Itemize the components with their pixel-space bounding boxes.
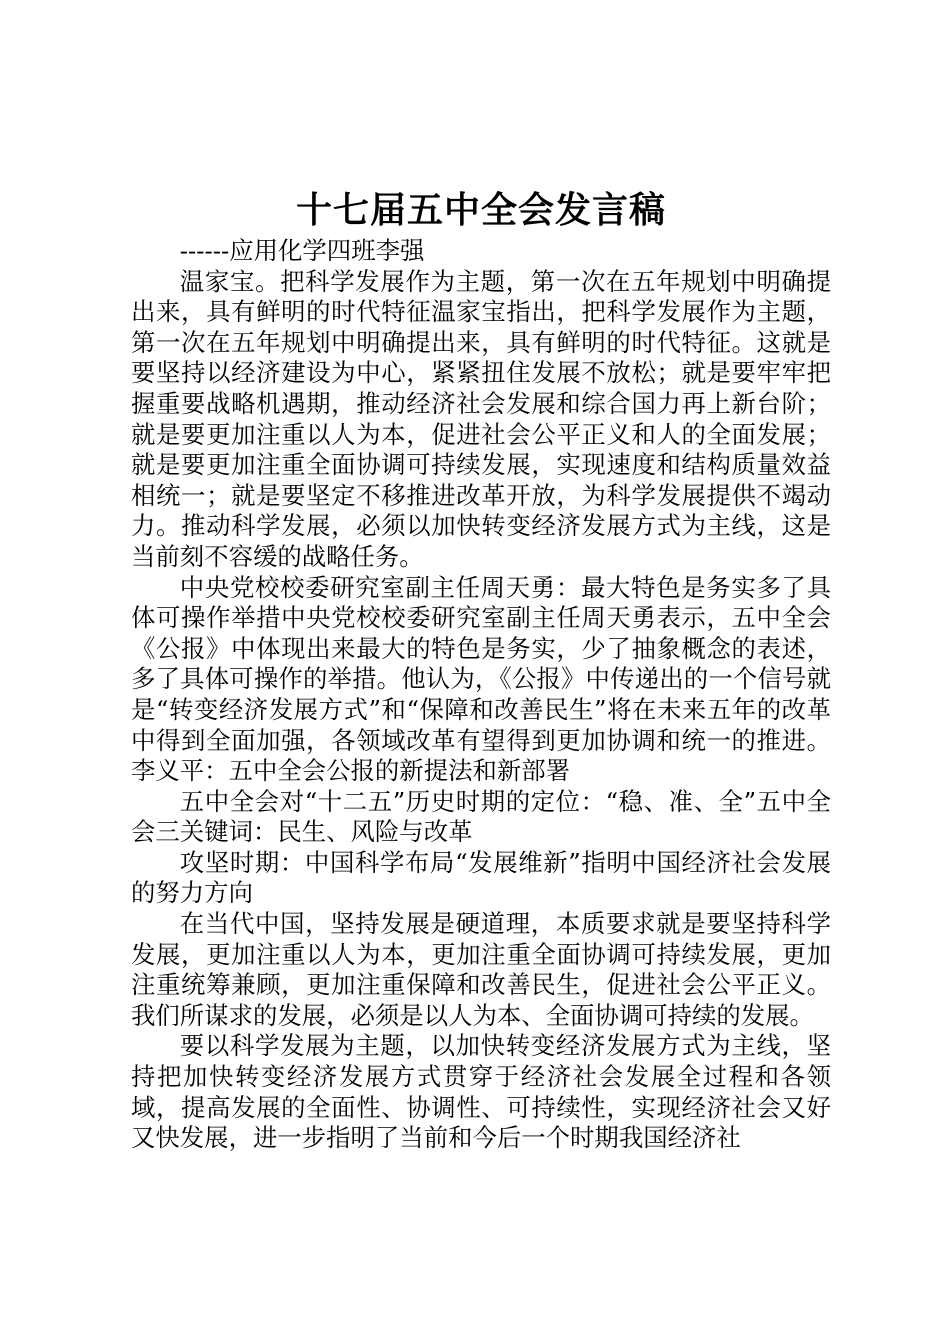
- document-body: [131, 236, 831, 1154]
- author-byline: ------应用化学四班李强: [179, 236, 425, 265]
- paragraph-6: 要以科学发展为主题，以加快转变经济发展方式为主线，坚持把加快转变经济发展方式贯穿于经济社会发展全过程和各领域，提高发展的全面性、协调性、可持续性，实现经济社会又好又快发展，进一步指明了当前和今后一个时期我国经济社: [131, 1031, 831, 1153]
- paragraph-1: 温家宝。把科学发展作为主题，第一次在五年规划中明确提出来，具有鲜明的时代特征温家宝指出，把科学发展作为主题，第一次在五年规划中明确提出来，具有鲜明的时代特征。这就是要坚持以经济建设为中心，紧紧扭住发展不放松；就是要牢牢把握重要战略机遇期，推动经济社会发展和综合国力再上新台阶；就是要更加注重以人为本，促进社会公平正义和人的全面发展；就是要更加注重全面协调可持续发展，实现速度和结构质量效益相统一；就是要坚定不移推进改革开放，为科学发展提供不竭动力。推动科学发展，必须以加快转变经济发展方式为主线，这是当前刻不容缓的战略任务。: [131, 266, 831, 571]
- document-page: [131, 186, 831, 1154]
- paragraph-4: 攻坚时期：中国科学布局“发展维新”指明中国经济社会发展的努力方向: [131, 847, 831, 908]
- paragraph-2: 中央党校校委研究室副主任周天勇：最大特色是务实多了具体可操作举措中央党校校委研究室副主任周天勇表示，五中全会《公报》中体现出来最大的特色是务实，少了抽象概念的表述，多了具体可操作的举措。他认为，《公报》中传递出的一个信号就是“转变经济发展方式”和“保障和改善民生”将在未来五年的改革中得到全面加强，各领域改革有望得到更加协调和统一的推进。李义平：五中全会公报的新提法和新部署: [131, 572, 831, 786]
- paragraph-5: 在当代中国，坚持发展是硬道理，本质要求就是要坚持科学发展，更加注重以人为本，更加注重全面协调可持续发展，更加注重统筹兼顾，更加注重保障和改善民生，促进社会公平正义。我们所谋求的发展，必须是以人为本、全面协调可持续的发展。: [131, 909, 831, 1030]
- document-title: 十七届五中全会发言稿: [295, 189, 666, 231]
- paragraph-3: 五中全会对“十二五”历史时期的定位：“稳、准、全”五中全会三关键词：民生、风险与改革: [131, 786, 831, 847]
